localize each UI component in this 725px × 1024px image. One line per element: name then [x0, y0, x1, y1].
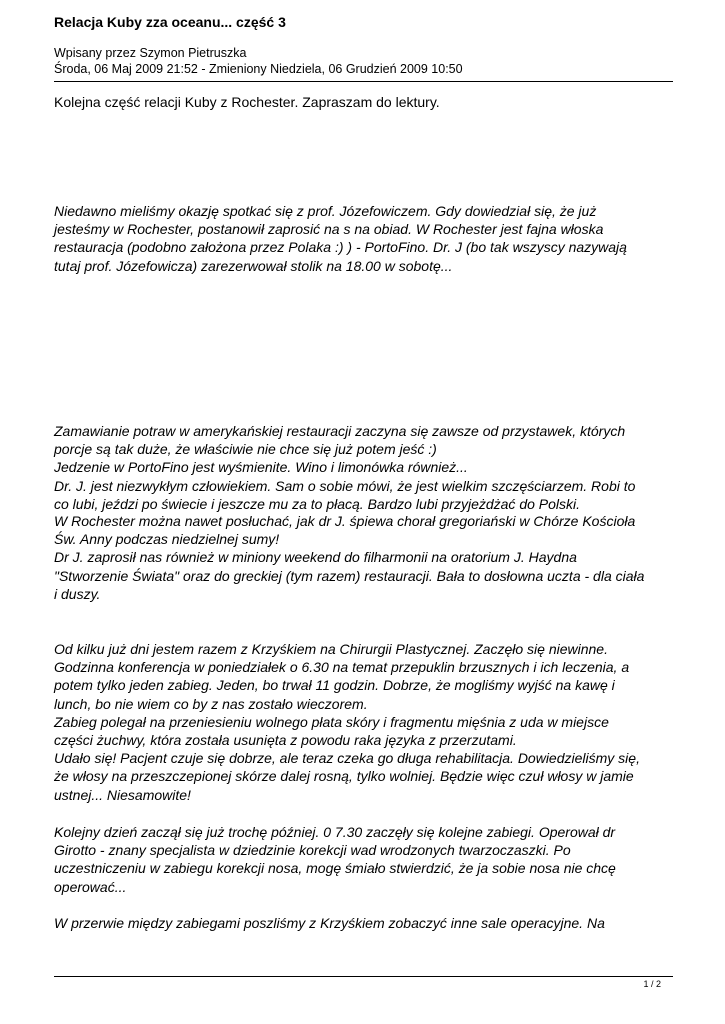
paragraph-line: Kolejny dzień zaczął się już trochę później. 0 7.30 zaczęły się kolejne zabiegi. Operował dr	[54, 824, 616, 840]
paragraph-line: uczestniczeniu w zabiegu korekcji nosa, mogę śmiało stwierdzić, że ja sobie nosa nie chcę	[54, 860, 616, 877]
paragraph-3	[54, 512, 679, 603]
paragraph-line: tutaj prof. Józefowicza) zarezerwował stolik na 18.00 w sobotę...	[54, 257, 453, 274]
paragraph-line: części żuchwy, która została usunięta z powodu raka języka z przerzutami.	[54, 732, 517, 749]
intro-text: Kolejna część relacji Kuby z Rochester. Zapraszam do lektury.	[54, 94, 440, 110]
paragraph-line: Św. Anny podczas niedzielnej sumy!	[54, 531, 280, 548]
paragraph-4	[54, 640, 679, 804]
paragraph-line: że włosy na przeszczepionej skórze dalej rosną, tylko wolniej. Będzie więc czuł włosy w jamie	[54, 768, 634, 785]
paragraph-line: co lubi, jeździ po świecie i jeszcze mu za to płacą. Bardzo lubi przyjeżdżać do Polski.	[54, 495, 581, 512]
page-title: Relacja Kuby zza oceanu... część 3	[54, 14, 286, 30]
paragraph-5	[54, 823, 679, 896]
paragraph-line: Dr J. zaprosił nas również w miniony weekend do filharmonii na oratorium J. Haydna	[54, 549, 577, 566]
page-number: 1 / 2	[643, 979, 661, 989]
author-line: Wpisany przez Szymon Pietruszka	[54, 46, 247, 60]
paragraph-line: "Stworzenie Świata" oraz do greckiej (tym razem) restauracji. Bała to dosłowna uczta - dla ciała	[54, 567, 645, 584]
paragraph-line: Girotto - znany specjalista w dziedzinie korekcji wad wrodzonych twarzoczaszki. Po	[54, 842, 571, 859]
paragraph-1	[54, 202, 679, 275]
paragraph-line: Niedawno mieliśmy okazję spotkać się z prof. Józefowiczem. Gdy dowiedział się, że już	[54, 203, 597, 219]
paragraph-2	[54, 422, 679, 513]
paragraph-line: operować...	[54, 878, 127, 895]
date-line: Środa, 06 Maj 2009 21:52 - Zmieniony Niedziela, 06 Grudzień 2009 10:50	[54, 62, 463, 76]
paragraph-line: Dr. J. jest niezwykłym człowiekiem. Sam o sobie mówi, że jest wielkim szczęściarzem. Robi to	[54, 477, 636, 494]
paragraph-line: Jedzenie w PortoFino jest wyśmienite. Wino i limonówka również...	[54, 459, 468, 476]
paragraph-line: Udało się! Pacjent czuje się dobrze, ale teraz czeka go długa rehabilitacja. Dowiedzieliśmy się,	[54, 750, 640, 767]
paragraph-line: Zabieg polegał na przeniesieniu wolnego płata skóry i fragmentu mięśnia z uda w miejsce	[54, 713, 609, 730]
paragraph-line: W przerwie między zabiegami poszliśmy z Krzyśkiem zobaczyć inne sale operacyjne. Na	[54, 915, 605, 931]
paragraph-line: W Rochester można nawet posłuchać, jak dr J. śpiewa chorał gregoriański w Chórze Kościoła	[54, 513, 636, 529]
paragraph-line: Zamawianie potraw w amerykańskiej restauracji zaczyna się zawsze od przystawek, których	[54, 423, 626, 439]
paragraph-line: Godzinna konferencja w poniedziałek o 6.30 na temat przepuklin brzusznych i ich leczenia, a	[54, 659, 630, 676]
paragraph-line: restauracja (podobno założona przez Polaka :) ) - PortoFino. Dr. J (bo tak wszyscy nazywają	[54, 239, 627, 256]
paragraph-line: lunch, bo nie wiem co by z nas zostało wieczorem.	[54, 695, 368, 712]
paragraph-line: porcje są tak duże, że właściwie nie chce się już potem jeść :)	[54, 441, 437, 458]
paragraph-line: jesteśmy w Rochester, postanowił zaprosić na s na obiad. W Rochester jest fajna włoska	[54, 221, 604, 238]
paragraph-line: potem tylko jeden zabieg. Jeden, bo trwał 11 godzin. Dobrze, że mogliśmy wyjść na kawę i	[54, 677, 615, 694]
paragraph-line: i duszy.	[54, 585, 101, 602]
paragraph-6	[54, 914, 679, 932]
header-divider	[54, 81, 673, 82]
paragraph-line: Od kilku już dni jestem razem z Krzyśkiem na Chirurgii Plastycznej. Zaczęło się niewinne.	[54, 641, 608, 657]
paragraph-line: ustnej... Niesamowite!	[54, 786, 191, 803]
footer-divider	[54, 976, 673, 977]
